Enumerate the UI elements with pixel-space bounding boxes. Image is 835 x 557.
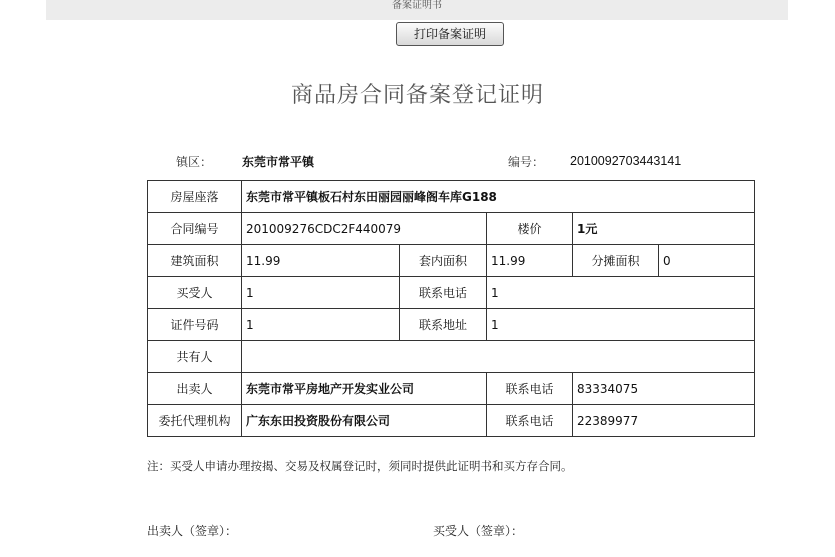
table-row — [148, 341, 755, 373]
buyer-value: 1 — [242, 277, 400, 309]
table-row — [148, 373, 755, 405]
buyer-label: 买受人 — [148, 277, 242, 309]
contract-no-value: 201009276CDC2F440079 — [242, 213, 487, 245]
table-row — [148, 181, 755, 213]
co-owner-value — [242, 341, 755, 373]
town-label: 镇区： — [176, 155, 213, 169]
breadcrumb: 备案证明书 — [392, 0, 442, 11]
town-value: 东莞市常平镇 — [242, 155, 315, 169]
agent-phone-value: 22389977 — [573, 405, 755, 437]
certificate-table — [147, 180, 755, 437]
price-value: 1元 — [573, 213, 755, 245]
agent-value: 广东东田投资股份有限公司 — [242, 405, 487, 437]
inner-area-label: 套内面积 — [400, 245, 487, 277]
buyer-signature-label: 买受人（签章）： — [433, 524, 524, 538]
table-row — [148, 277, 755, 309]
page-title: 商品房合同备案登记证明 — [290, 83, 544, 108]
location-label: 房屋座落 — [148, 181, 242, 213]
seller-value: 东莞市常平房地产开发实业公司 — [242, 373, 487, 405]
location-value: 东莞市常平镇板石村东田丽园丽峰阁车库G188 — [242, 181, 755, 213]
inner-area-value: 11.99 — [487, 245, 573, 277]
id-number-label: 证件号码 — [148, 309, 242, 341]
price-label: 楼价 — [487, 213, 573, 245]
seller-phone-value: 83334075 — [573, 373, 755, 405]
top-header-bar — [46, 0, 788, 20]
footnote: 注：买受人申请办理按揭、交易及权属登记时，须同时提供此证明书和买方存合同。 — [147, 459, 573, 473]
building-area-label: 建筑面积 — [148, 245, 242, 277]
shared-area-label: 分摊面积 — [573, 245, 659, 277]
agent-phone-label: 联系电话 — [487, 405, 573, 437]
building-area-value: 11.99 — [242, 245, 400, 277]
print-certificate-button[interactable]: 打印备案证明 — [396, 22, 504, 46]
number-value: 2010092703443141 — [570, 154, 682, 168]
address-label: 联系地址 — [400, 309, 487, 341]
table-row — [148, 245, 755, 277]
seller-label: 出卖人 — [148, 373, 242, 405]
table-row — [148, 213, 755, 245]
table-row — [148, 405, 755, 437]
agent-label: 委托代理机构 — [148, 405, 242, 437]
buyer-phone-value: 1 — [487, 277, 755, 309]
shared-area-value: 0 — [659, 245, 755, 277]
seller-signature-label: 出卖人（签章）： — [147, 524, 238, 538]
table-row — [148, 309, 755, 341]
co-owner-label: 共有人 — [148, 341, 242, 373]
seller-phone-label: 联系电话 — [487, 373, 573, 405]
contract-no-label: 合同编号 — [148, 213, 242, 245]
buyer-phone-label: 联系电话 — [400, 277, 487, 309]
id-number-value: 1 — [242, 309, 400, 341]
number-label: 编号： — [508, 155, 545, 169]
address-value: 1 — [487, 309, 755, 341]
